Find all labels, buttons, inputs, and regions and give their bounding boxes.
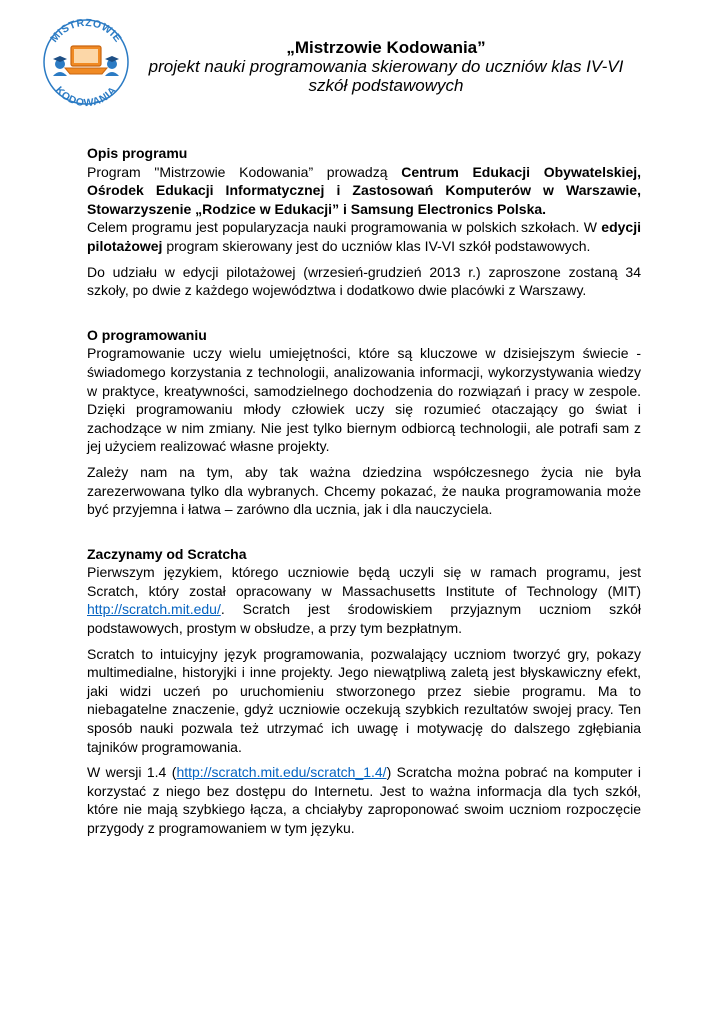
section-heading-zaczynamy-od-scratcha: Zaczynamy od Scratcha: [87, 545, 247, 562]
text-run: program skierowany jest do uczniów klas IV-VI szkół podstawowych.: [162, 237, 591, 254]
paragraph: Programowanie uczy wielu umiejętności, które są kluczowe w dzisiejszym świecie - świadomego korzystania z technologii, analizowania informacji, wykorzystywania wiedzy w praktyce, kreatywności, samodzielnego dochodzenia do rozwiązań i pracy w zespole. Dzięki programowaniu młody człowiek uczy się rozumieć otaczający go świat i zachodzące w nim zmiany. Nie jest tylko biernym odbiorcą technologii, ale potrafi sam z jej użyciem realizować własne projekty.: [87, 345, 641, 455]
text-run: Program "Mistrzowie Kodowania” prowadzą: [87, 163, 402, 180]
document-title: „Mistrzowie Kodowania”: [286, 38, 486, 57]
text-run: W wersji 1.4 (: [87, 764, 177, 781]
section-heading-o-programowaniu: O programowaniu: [87, 326, 207, 343]
document-body: [87, 144, 641, 838]
scratch-1-4-link[interactable]: http://scratch.mit.edu/scratch_1.4/: [176, 764, 387, 781]
paragraph: Scratch to intuicyjny język programowania, pozwalający uczniom tworzyć gry, pokazy multimedialne, historyjki i inne projekty. Jego niewątpliwą zaletą jest błyskawiczny efekt, jaki widzi uczeń po uruchomieniu stworzonego przez siebie programu. Ma to niebagatelne znaczenie, gdyż uczniowie oczekują szybkich rezultatów swojej pracy. Ten sposób nauki pozwala też utrzymać ich uwagę i motywację do dalszego zgłębiania tajników programowania.: [87, 645, 641, 755]
document-header: [140, 38, 632, 95]
mistrzowie-kodowania-logo: [38, 12, 134, 108]
paragraph: Zależy nam na tym, aby tak ważna dziedzina współczesnego życia nie była zarezerwowana tylko dla wybranych. Chcemy pokazać, że nauka programowania może być przyjemna i łatwa – zarówno dla ucznia, jak i dla nauczyciela.: [87, 463, 641, 518]
text-run: ) Scratcha można pobrać na komputer i korzystać z niego bez dostępu do Internetu. Jest to ważna informacja dla tych szkół, które nie mają szybkiego łącza, a chciałyby zaproponować swoim uczniom rozpoczęcie przygody z programowaniem w tym języku.: [87, 764, 641, 836]
logo-text-top: MISTRZOWIE: [48, 16, 124, 45]
text-run: . Scratch jest środowiskiem przyjaznym uczniom szkół podstawowych, prostym w obsłudze, a przy tym bezpłatnym.: [87, 601, 641, 637]
paragraph: [87, 563, 641, 637]
document-subtitle-line-2: szkół podstawowych: [308, 76, 464, 95]
laptop-icon: [65, 46, 107, 74]
bold-text-run: edycji pilotażowej: [87, 219, 641, 254]
document-subtitle-line-1: projekt nauki programowania skierowany do uczniów klas IV-VI: [148, 57, 624, 76]
logo-text-bottom: KODOWANIA: [52, 84, 120, 108]
paragraph: [87, 763, 641, 837]
paragraph: Do udziału w edycji pilotażowej (wrzesień-grudzień 2013 r.) zaproszone zostaną 34 szkoły, po dwie z każdego województwa i dodatkowo dwie placówki z Warszawy.: [87, 263, 641, 299]
scratch-link[interactable]: http://scratch.mit.edu/: [87, 601, 221, 618]
section-heading-opis-programu: Opis programu: [87, 145, 188, 161]
paragraph: [87, 163, 641, 256]
text-run: Pierwszym językiem, którego uczniowie będą uczyli się w ramach programu, jest Scratch, który został opracowany w Massachusetts Institute of Technology (MIT): [87, 564, 641, 599]
bold-text-run: Centrum Edukacji Obywatelskiej, Ośrodek Edukacji Informatycznej i Zastosowań Komputerów w Warszawie, Stowarzyszenie „Rodzice w Edukacji” i Samsung Electronics Polska.: [87, 163, 642, 217]
text-run: Celem programu jest popularyzacja nauki programowania w polskich szkołach. W: [87, 219, 602, 236]
